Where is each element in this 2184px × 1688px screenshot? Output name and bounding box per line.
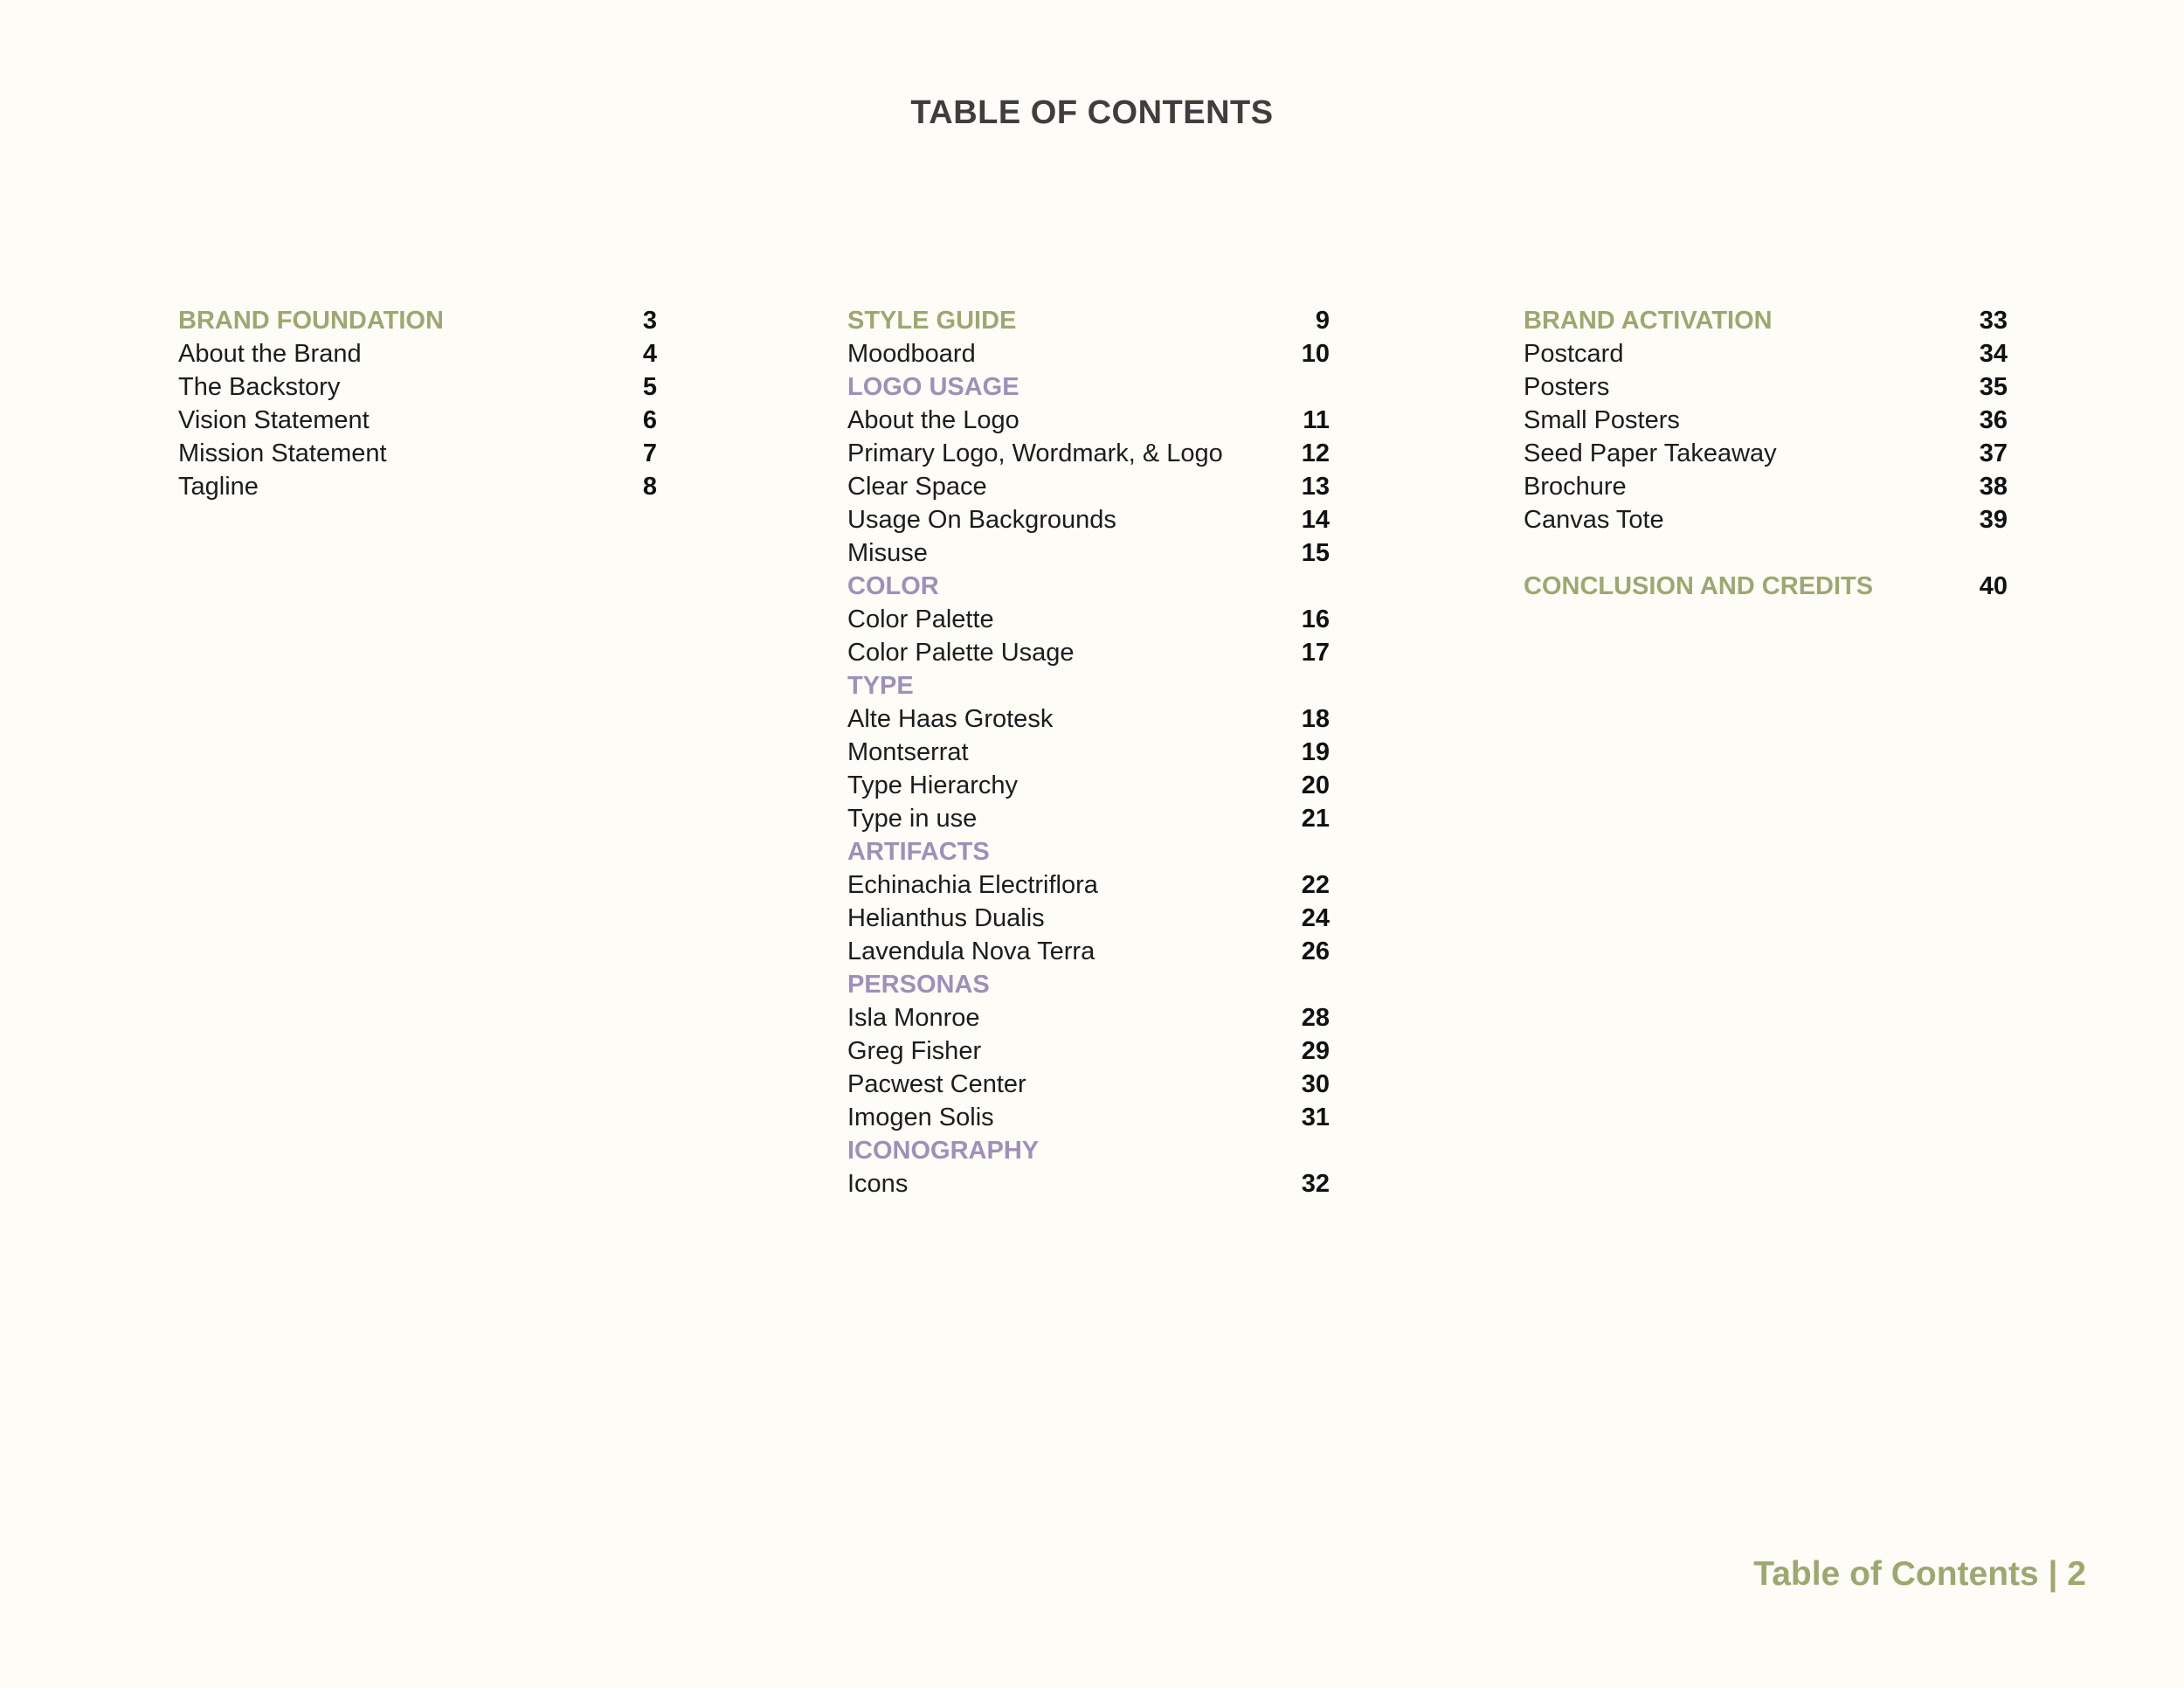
- toc-entry-page-number: 35: [1979, 373, 2008, 401]
- toc-entry[interactable]: [847, 437, 1330, 470]
- toc-entry-page-number: 24: [1301, 904, 1330, 932]
- toc-entry[interactable]: [847, 636, 1330, 669]
- toc-entry-label: Echinachia Electriflora: [847, 871, 1098, 899]
- toc-entry-label: CONCLUSION AND CREDITS: [1524, 572, 1874, 600]
- toc-entry-page-number: 20: [1301, 771, 1330, 799]
- toc-column-style-guide: [847, 304, 1330, 1200]
- toc-entry-label: BRAND FOUNDATION: [178, 307, 444, 335]
- toc-entry[interactable]: [847, 1001, 1330, 1034]
- toc-entry-label: The Backstory: [178, 373, 341, 401]
- toc-entry-page-number: 12: [1301, 439, 1330, 467]
- toc-entry[interactable]: [178, 337, 657, 370]
- toc-entry-page-number: 19: [1301, 738, 1330, 766]
- page-title: TABLE OF CONTENTS: [910, 94, 1274, 131]
- toc-entry[interactable]: [178, 437, 657, 470]
- toc-entry-label: ICONOGRAPHY: [847, 1137, 1040, 1165]
- toc-entry-page-number: 21: [1301, 805, 1330, 833]
- toc-column-brand-foundation: [178, 304, 657, 503]
- toc-section-heading[interactable]: [847, 669, 1330, 702]
- toc-entry-label: Usage On Backgrounds: [847, 506, 1116, 534]
- toc-entry-page-number: 7: [642, 439, 657, 467]
- toc-entry-label: BRAND ACTIVATION: [1524, 307, 1773, 335]
- toc-entry-page-number: 38: [1979, 473, 2008, 501]
- toc-column-brand-activation: [1524, 304, 2008, 603]
- toc-entry[interactable]: [847, 935, 1330, 968]
- toc-entry-page-number: 37: [1979, 439, 2008, 467]
- toc-entry-page-number: 10: [1301, 340, 1330, 368]
- page-footer: Table of Contents | 2: [1753, 1555, 2086, 1593]
- toc-entry-label: Small Posters: [1524, 406, 1680, 434]
- toc-entry-label: Canvas Tote: [1524, 506, 1664, 534]
- toc-section-heading[interactable]: [847, 370, 1330, 404]
- toc-entry-label: Postcard: [1524, 340, 1624, 368]
- toc-entry[interactable]: [847, 769, 1330, 802]
- toc-entry-label: ARTIFACTS: [847, 838, 990, 866]
- toc-entry-label: Montserrat: [847, 738, 969, 766]
- toc-entry-page-number: 16: [1301, 605, 1330, 633]
- toc-entry[interactable]: [847, 702, 1330, 736]
- toc-entry-label: Seed Paper Takeaway: [1524, 439, 1777, 467]
- toc-entry[interactable]: [178, 470, 657, 503]
- toc-entry-label: TYPE: [847, 672, 914, 700]
- toc-entry[interactable]: [847, 470, 1330, 503]
- toc-section-heading[interactable]: [1524, 570, 2008, 603]
- toc-entry-label: Pacwest Center: [847, 1070, 1026, 1098]
- toc-section-heading[interactable]: [178, 304, 657, 337]
- toc-entry-page-number: 33: [1979, 307, 2008, 335]
- toc-entry-label: Lavendula Nova Terra: [847, 937, 1095, 965]
- toc-entry-label: Vision Statement: [178, 406, 370, 434]
- toc-section-heading[interactable]: [847, 304, 1330, 337]
- toc-entry-label: Greg Fisher: [847, 1037, 982, 1065]
- toc-entry-label: Helianthus Dualis: [847, 904, 1045, 932]
- toc-entry-label: Type Hierarchy: [847, 771, 1019, 799]
- toc-entry-page-number: 36: [1979, 406, 2008, 434]
- toc-entry[interactable]: [1524, 337, 2008, 370]
- toc-entry[interactable]: [847, 404, 1330, 437]
- toc-entry[interactable]: [178, 404, 657, 437]
- toc-entry-page-number: 39: [1979, 506, 2008, 534]
- toc-entry-page-number: 3: [642, 307, 657, 335]
- toc-entry-label: About the Logo: [847, 406, 1019, 434]
- toc-entry-page-number: 17: [1301, 639, 1330, 667]
- toc-entry[interactable]: [847, 1167, 1330, 1200]
- toc-entry-page-number: 9: [1315, 307, 1330, 335]
- toc-entry-page-number: 26: [1301, 937, 1330, 965]
- toc-entry[interactable]: [847, 603, 1330, 636]
- toc-entry[interactable]: [847, 902, 1330, 935]
- toc-entry-label: LOGO USAGE: [847, 373, 1019, 401]
- toc-entry-label: Moodboard: [847, 340, 976, 368]
- toc-entry[interactable]: [847, 503, 1330, 536]
- toc-entry[interactable]: [1524, 470, 2008, 503]
- toc-entry[interactable]: [1524, 437, 2008, 470]
- toc-entry[interactable]: [1524, 370, 2008, 404]
- toc-entry-label: Icons: [847, 1170, 909, 1198]
- toc-entry[interactable]: [847, 337, 1330, 370]
- toc-entry-label: Clear Space: [847, 473, 987, 501]
- toc-entry-page-number: 28: [1301, 1004, 1330, 1032]
- toc-entry-page-number: 15: [1301, 539, 1330, 567]
- toc-entry-label: Posters: [1524, 373, 1610, 401]
- toc-entry-label: PERSONAS: [847, 971, 990, 999]
- toc-entry[interactable]: [847, 1034, 1330, 1068]
- toc-entry-page-number: 14: [1301, 506, 1330, 534]
- toc-entry-page-number: 29: [1301, 1037, 1330, 1065]
- toc-entry-label: Mission Statement: [178, 439, 387, 467]
- toc-entry-page-number: 6: [642, 406, 657, 434]
- toc-entry-label: Brochure: [1524, 473, 1627, 501]
- toc-entry[interactable]: [847, 736, 1330, 769]
- toc-entry-page-number: 31: [1301, 1103, 1330, 1131]
- toc-entry-page-number: 22: [1301, 871, 1330, 899]
- toc-section-heading[interactable]: [1524, 304, 2008, 337]
- toc-entry[interactable]: [847, 802, 1330, 835]
- toc-entry-label: COLOR: [847, 572, 939, 600]
- toc-section-heading[interactable]: [847, 1134, 1330, 1167]
- toc-entry[interactable]: [847, 1101, 1330, 1134]
- toc-entry-label: Isla Monroe: [847, 1004, 980, 1032]
- toc-entry[interactable]: [1524, 503, 2008, 536]
- toc-entry-page-number: 4: [642, 340, 657, 368]
- toc-entry-page-number: 8: [642, 473, 657, 501]
- toc-entry[interactable]: [847, 536, 1330, 570]
- toc-entry[interactable]: [178, 370, 657, 404]
- toc-section-heading[interactable]: [847, 968, 1330, 1001]
- toc-entry-page-number: 34: [1979, 340, 2008, 368]
- toc-entry-label: Alte Haas Grotesk: [847, 705, 1054, 733]
- toc-entry-page-number: 32: [1301, 1170, 1330, 1198]
- toc-entry-label: Tagline: [178, 473, 259, 501]
- toc-entry[interactable]: [847, 1068, 1330, 1101]
- toc-entry-page-number: 5: [642, 373, 657, 401]
- toc-entry-label: Primary Logo, Wordmark, & Logo: [847, 439, 1223, 467]
- toc-entry[interactable]: [847, 868, 1330, 902]
- toc-entry-label: Imogen Solis: [847, 1103, 994, 1131]
- toc-entry-label: Color Palette: [847, 605, 994, 633]
- toc-entry-page-number: 30: [1301, 1070, 1330, 1098]
- toc-entry-page-number: 11: [1303, 406, 1330, 434]
- toc-entry[interactable]: [1524, 404, 2008, 437]
- toc-entry-page-number: 40: [1979, 572, 2008, 600]
- toc-entry-page-number: 13: [1301, 473, 1330, 501]
- toc-entry-label: STYLE GUIDE: [847, 307, 1017, 335]
- toc-entry-label: Type in use: [847, 805, 978, 833]
- toc-entry-label: About the Brand: [178, 340, 362, 368]
- toc-entry-label: Misuse: [847, 539, 928, 567]
- toc-section-heading[interactable]: [847, 570, 1330, 603]
- toc-section-heading[interactable]: [847, 835, 1330, 868]
- toc-entry-label: Color Palette Usage: [847, 639, 1075, 667]
- toc-entry-page-number: 18: [1301, 705, 1330, 733]
